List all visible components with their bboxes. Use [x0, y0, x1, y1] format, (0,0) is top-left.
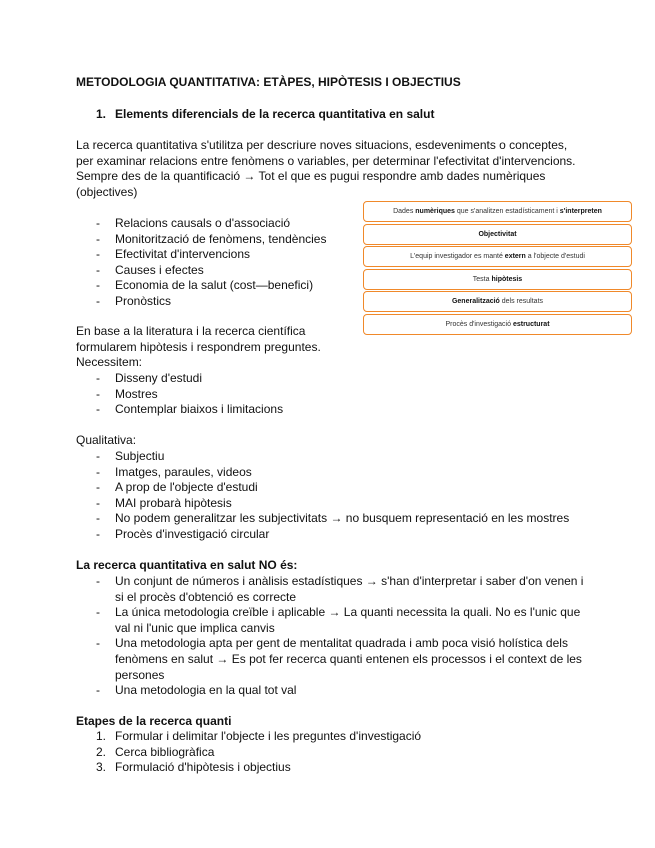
list-item-text: Procès d'investigació circular — [115, 526, 270, 541]
bullet-marker: - — [96, 386, 100, 401]
box-text-segment: s'interpreten — [559, 208, 602, 215]
list-item-text: MAI probarà hipòtesis — [115, 495, 232, 510]
box-text-segment: hipòtesis — [491, 275, 523, 283]
literature-paragraph — [76, 324, 321, 371]
list-item-text: No podem generalitzar les subjectivitats → no busquem representació en les mostres — [115, 511, 570, 526]
list-item — [76, 387, 283, 403]
list-item — [76, 527, 569, 543]
bullet-marker: - — [96, 480, 100, 495]
not-heading: La recerca quantitativa en salut NO és: — [76, 558, 298, 572]
list-item-text: Subjectiu — [115, 449, 165, 463]
list-item-line: persones — [115, 667, 165, 682]
intro-line: Sempre des de la quantificació → Tot el que es pugui respondre amb dades numèriques — [76, 169, 546, 184]
list-item-line: La única metodologia creïble i aplicable → La quanti necessita la quali. No es l'unic que — [115, 605, 581, 620]
list-item — [76, 760, 421, 776]
bullet-marker: - — [96, 605, 100, 620]
list-item-text: Imatges, paraules, videos — [115, 464, 252, 479]
box-text-segment: extern — [504, 253, 526, 260]
box-text-segment: a l'objecte d'estudi — [525, 253, 585, 260]
bullet-marker: - — [96, 278, 100, 293]
box-text-segment: Generalització — [451, 298, 500, 305]
stages-list — [76, 729, 421, 776]
list-item-text: Pronòstics — [115, 293, 172, 308]
list-item-line: Una metodologia apta per gent de mentalitat quadrada i amb poca visió holística dels — [115, 636, 568, 651]
intro-line: per examinar relacions entre fenòmens o variables, per determinar l'efectivitat d'intervencions. — [76, 153, 576, 168]
list-item — [76, 247, 326, 263]
list-item — [76, 449, 569, 465]
needs-list — [76, 371, 283, 418]
not-list — [76, 574, 596, 699]
list-item-text: Formulació d'hipòtesis i objectius — [115, 760, 291, 775]
list-item — [76, 729, 421, 745]
section-heading: 1. Elements diferencials de la recerca quantitativa en salut — [96, 107, 435, 121]
literature-line: Necessitem: — [76, 355, 143, 370]
bullet-marker: - — [96, 495, 100, 510]
bullet-marker: - — [96, 449, 100, 463]
bullet-marker: - — [96, 371, 100, 385]
list-item-text: Mostres — [115, 386, 158, 401]
characteristics-diagram — [363, 201, 632, 336]
list-item — [76, 216, 326, 232]
list-item-text: A prop de l'objecte d'estudi — [115, 480, 258, 495]
bullet-marker: - — [96, 511, 100, 526]
list-item — [76, 636, 596, 683]
box-text-segment: Dades — [393, 208, 416, 215]
document-title: METODOLOGIA QUANTITATIVA: ETÀPES, HIPÒTESIS I OBJECTIUS — [76, 75, 461, 89]
intro-paragraph — [76, 138, 576, 200]
bullet-marker: - — [96, 216, 100, 230]
diagram-box — [363, 269, 632, 290]
bullet-marker: - — [96, 636, 100, 651]
list-item — [76, 294, 326, 310]
box-text-segment: estructurat — [512, 320, 550, 328]
bullet-marker: - — [96, 262, 100, 277]
list-item-text: Causes i efectes — [115, 262, 204, 277]
box-text-segment: Procès d'investigació — [445, 320, 513, 328]
list-item — [76, 232, 326, 248]
list-item — [76, 263, 326, 279]
list-item — [76, 511, 569, 527]
diagram-box — [363, 314, 632, 335]
literature-line: formularem hipòtesis i respondrem preguntes. — [76, 339, 321, 354]
list-item-text: Economia de la salut (cost—benefici) — [115, 278, 314, 293]
box-text-segment: Objectivitat — [478, 230, 517, 238]
list-item-line: fenòmens en salut → Es pot fer recerca quanti entenen els processos i el context de les — [115, 651, 582, 666]
list-item-text: Disseny d'estudi — [115, 371, 202, 385]
stages-heading: Etapes de la recerca quanti — [76, 714, 232, 728]
list-item — [76, 574, 596, 605]
diagram-box — [363, 246, 632, 267]
diagram-box — [363, 291, 632, 312]
intro-line: La recerca quantitativa s'utilitza per descriure noves situacions, esdeveniments o conceptes, — [76, 138, 568, 152]
list-item — [76, 465, 569, 481]
list-item-text: Relacions causals o d'associació — [115, 216, 291, 230]
box-text-segment: que s'analitzen estadísticament i — [454, 208, 560, 215]
list-item-line: val ni l'unic que implica canvis — [115, 620, 275, 635]
bullet-marker: - — [96, 526, 100, 541]
qualitative-list — [76, 449, 569, 543]
bullet-marker: 1. — [96, 729, 107, 743]
list-item — [76, 496, 569, 512]
box-text-segment: L'equip investigador es manté — [410, 253, 505, 260]
diagram-box — [363, 224, 632, 245]
list-item-text: Monitorització de fenòmens, tendències — [115, 231, 327, 246]
intro-line: (objectives) — [76, 184, 138, 199]
list-item — [76, 745, 421, 761]
list-item — [76, 605, 596, 636]
list-item-text: Cerca bibliogràfica — [115, 744, 215, 759]
list-item — [76, 480, 569, 496]
bullet-marker: 2. — [96, 744, 107, 759]
box-text-segment: Testa — [472, 275, 492, 283]
list-item — [76, 402, 283, 418]
list-item-text: Efectivitat d'intervencions — [115, 247, 251, 262]
bullet-marker: - — [96, 231, 100, 246]
list-item-text: Contemplar biaixos i limitacions — [115, 402, 284, 417]
diagram-box — [363, 201, 632, 222]
bullet-marker: 3. — [96, 760, 107, 775]
list-item-line: si el procès d'obtenció es correcte — [115, 589, 297, 604]
box-text-segment: numèriques — [415, 208, 455, 215]
bullet-marker: - — [96, 683, 100, 698]
list-item — [76, 371, 283, 387]
list-item — [76, 278, 326, 294]
box-text-segment: dels resultats — [499, 298, 544, 305]
bullet-marker: - — [96, 402, 100, 417]
list-item-line: Una metodologia en la qual tot val — [115, 683, 297, 698]
list-item-line: Un conjunt de números i anàlisis estadístiques → s'han d'interpretar i saber d'on venen i — [115, 574, 584, 588]
bullet-marker: - — [96, 574, 100, 588]
bullet-marker: - — [96, 464, 100, 479]
list-item — [76, 683, 596, 699]
uses-list — [76, 216, 326, 310]
literature-line: En base a la literatura i la recerca científica — [76, 324, 306, 338]
qualitative-label: Qualitativa: — [76, 433, 137, 447]
bullet-marker: - — [96, 293, 100, 308]
list-item-text: Formular i delimitar l'objecte i les preguntes d'investigació — [115, 729, 422, 743]
bullet-marker: - — [96, 247, 100, 262]
